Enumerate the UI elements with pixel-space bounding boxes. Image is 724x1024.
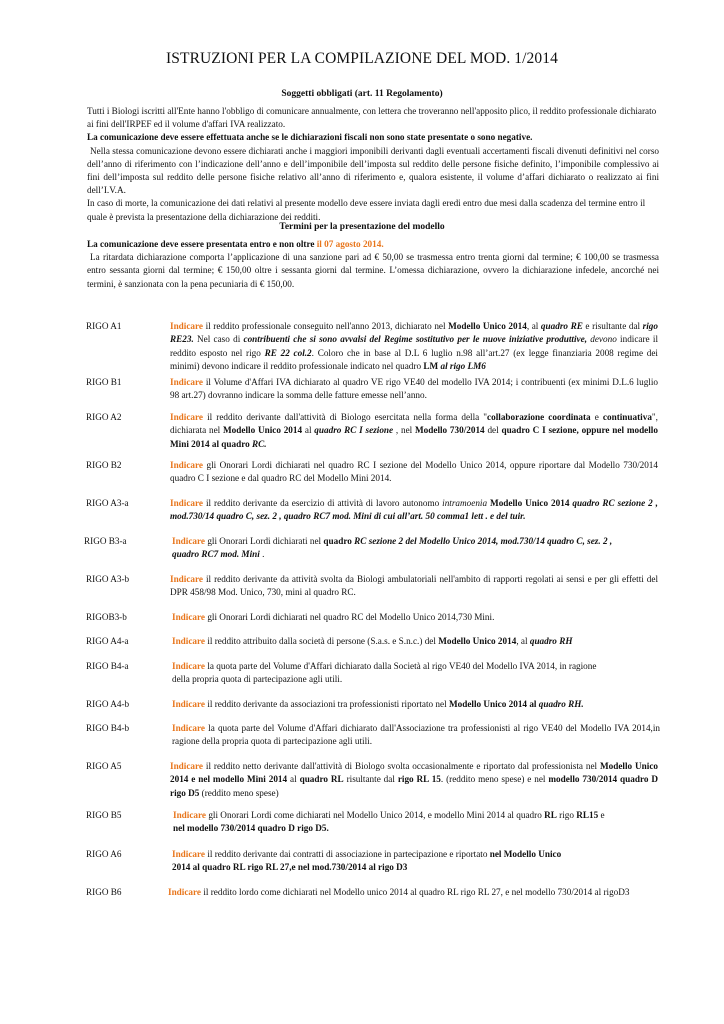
text-part: al	[287, 774, 300, 785]
row-description	[172, 698, 660, 711]
indicare-label: Indicare	[170, 574, 204, 584]
indicare-label: Indicare	[170, 498, 204, 508]
text-part: il reddito lordo come dichiarati nel Modello unico 2014 al quadro RL rigo RL 27, e nel modello 730/2014 al rigoD3	[201, 887, 630, 897]
row-code: RIGO B4-a	[86, 661, 129, 671]
text-part: quadro RC7 mod. Mini	[172, 549, 260, 560]
paragraph-morte: In caso di morte, la comunicazione dei dati relativi al presente modello deve essere inviata dagli eredi entro due mesi dalla scadenza del termine entro il quale è prevista la presentazione della dichiarazione dei redditi.	[87, 198, 646, 222]
text-part: nel Modello Unico	[489, 849, 562, 859]
text-part: quadro RL	[299, 774, 344, 785]
row-description	[172, 660, 660, 687]
indicare-label: Indicare	[172, 536, 206, 546]
text-part: il reddito derivante dall'attività di Biologo esercitata nella forma della "	[203, 412, 488, 422]
text-part: e	[598, 810, 605, 820]
indicare-label: Indicare	[172, 699, 206, 709]
text-part: RE 22 col.2	[264, 347, 312, 358]
text-part: , nel	[393, 425, 415, 436]
indicare-label: Indicare	[170, 761, 204, 771]
text-part: nel modello 730/2014 quadro D rigo D5.	[173, 823, 329, 834]
row-description	[172, 722, 660, 749]
text-part: intramoenia	[442, 498, 488, 508]
indicare-label: Indicare	[170, 460, 204, 470]
row-code: RIGO B5	[86, 810, 122, 820]
text-part: Nel caso di	[193, 334, 244, 345]
row-code: RIGO B2	[86, 460, 122, 470]
text-part: .	[259, 549, 265, 560]
text-part: quadro RH.	[538, 699, 584, 709]
row-description	[170, 497, 658, 524]
indicare-label: Indicare	[168, 887, 202, 897]
row-description	[170, 376, 658, 403]
section-heading-soggetti: Soggetti obbligati (art. 11 Regolamento)	[281, 89, 443, 99]
text-part: continuativa	[602, 412, 652, 422]
indicare-label: Indicare	[172, 849, 206, 859]
text-part: , al	[526, 321, 541, 331]
row-code: RIGO A3-a	[86, 498, 129, 508]
text-part: Modello Unico 2014 al	[448, 699, 539, 709]
text-part: gli Onorari Lordi dichiarati nel	[205, 536, 324, 546]
text-part: della propria quota di partecipazione agli utili.	[172, 674, 343, 685]
text-part: rigo RL 15	[397, 774, 441, 785]
text-part: il reddito derivante da associazioni tra professionisti riportato nel	[205, 699, 449, 709]
text-part: quadro C I sezione, oppure nel modello Mini 2014 al quadro	[170, 425, 658, 449]
row-code: RIGO A5	[86, 761, 122, 771]
text-part: gli Onorari Lordi dichiarati nel quadro RC I sezione del Modello Unico 2014, oppure riportare dal Modello 730/2014 quadro C I sezione e dal quadro RC del Modello Mini 2014.	[170, 460, 658, 484]
text-part: quadro	[323, 536, 355, 546]
section-heading-termini: Termini per la presentazione del modello	[279, 222, 445, 232]
indicare-label: Indicare	[172, 661, 206, 671]
text-part: Modello Unico 2014 e nel modello Mini 2014	[170, 761, 658, 785]
text-part: Modello Unico 2014	[438, 636, 517, 646]
text-part: Modello Unico 2014	[487, 498, 573, 508]
row-description	[172, 848, 660, 875]
text-part: il reddito netto derivante dall'attività di Biologo svolta occasionalmente e riportato dal professionista nel	[203, 761, 600, 771]
row-code: RIGO A3-b	[86, 574, 130, 584]
indicare-label: Indicare	[170, 377, 204, 387]
row-code: RIGO A4-a	[86, 636, 129, 646]
text-part: RL15	[576, 810, 599, 820]
deadline-line	[87, 238, 659, 251]
text-part: . Coloro che in base al D.L 6 luglio n.98 all’art.27 (ex legge finanziaria 2008 regime dei minimi) devono indicare il reddito professionale indicato nel quadro	[170, 347, 658, 372]
text-part: il reddito derivante da esercizio di attività di lavoro autonomo	[203, 498, 443, 508]
row-code: RIGO B1	[86, 377, 122, 387]
text-part: RC sezione 2 del Modello Unico 2014, mod.730/14 quadro C, sez. 2 ,	[354, 536, 613, 546]
text-part: 2014 al quadro RL rigo RL 27,e nel mod.730/2014 al rigo D3	[172, 862, 408, 873]
text-part: RC.	[252, 438, 267, 449]
text-part: il reddito derivante da attività svolta da Biologi ambulatoriali nell'ambito di rapporti regolati ai sensi e per gli effetti del DPR 458/98 Mod. Unico, 730, mini al quadro RC.	[170, 574, 658, 598]
row-description	[170, 320, 658, 374]
indicare-label: Indicare	[172, 636, 206, 646]
row-code: RIGO A1	[86, 321, 122, 331]
text-part: gli Onorari Lordi come dichiarati nel Modello Unico 2014, e modello Mini 2014 al quadro	[206, 810, 545, 820]
row-description	[170, 760, 658, 800]
row-description	[170, 459, 658, 486]
text-part: la quota parte del Volume d'Affari dichiarato dalla Società al rigo VE40 del Modello IVA 2014, in ragione	[205, 661, 597, 671]
text-part: quadro RC I sezione	[314, 425, 394, 436]
page-title: ISTRUZIONI PER LA COMPILAZIONE DEL MOD. 1/2014	[166, 50, 558, 67]
text-part: Modello Unico 2014	[448, 321, 527, 331]
section-termini-text	[87, 238, 659, 291]
text-part: la quota parte del Volume d'Affari dichiarato dall'Associazione tra professionisti al rigo VE40 del Modello IVA 2014,in ragione della propria quota di partecipazione agli utili.	[172, 723, 660, 747]
paragraph-sanzioni: La ritardata dichiarazione comporta l’applicazione di una sanzione pari ad € 50,00 se trasmessa entro trenta giorni dal termine; € 100,00 se trasmessa entro sessanta giorni dal termine; € 150,00 oltre i sessanta giorni dal termine. L’omessa dichiarazione, ovvero la dichiarazione infedele, ancorché nei termini, è sanzionata con la pena pecuniaria di € 150,00.	[87, 252, 659, 289]
text-part: ", dichiarata nel	[170, 412, 658, 436]
row-code: RIGO A6	[86, 849, 122, 859]
text-part: il Volume d'Affari IVA dichiarato al quadro VE rigo VE40 del modello IVA 2014; i contribuenti (ex minimi D.L.6 luglio 98 art.27) dovranno indicare la somma delle fatture emesse nell’anno.	[170, 377, 658, 401]
deadline-prefix: La comunicazione deve essere presentata entro e non oltre	[87, 239, 317, 249]
text-part: quadro RC sezione 2 , mod.730/14 quadro C, sez. 2 , quadro RC7 mod. Mini di cui all’art. 50 comma1 lett . e del tuir.	[170, 498, 658, 522]
text-part: e	[590, 412, 603, 422]
row-code: RIGO B6	[86, 887, 122, 897]
text-part: quadro RH	[529, 636, 573, 646]
text-part: RL	[544, 810, 557, 820]
row-code: RIGO A4-b	[86, 699, 130, 709]
text-part: , al	[516, 636, 530, 646]
row-code: RIGO B3-a	[84, 536, 127, 546]
text-part: modello 730/2014 quadro D rigo D5	[170, 774, 659, 798]
text-part: collaborazione coordinata	[487, 412, 591, 422]
section-soggetti-text	[87, 105, 659, 224]
indicare-label: Indicare	[173, 810, 207, 820]
text-part: (reddito meno spese)	[199, 787, 279, 798]
indicare-label: Indicare	[170, 321, 204, 331]
text-part: al	[302, 425, 315, 436]
row-code: RIGO B4-b	[86, 723, 130, 733]
intro-paragraph: Tutti i Biologi iscritti all'Ente hanno l'obbligo di comunicare annualmente, con lettera che troveranno nell'apposito plico, il reddito professionale dichiarato ai fini dell'IRPEF ed il volume d'affari IVA realizzato.	[87, 106, 657, 130]
text-part: devono	[590, 334, 617, 345]
text-part: Modello Unico 2014	[223, 425, 303, 436]
text-part: il reddito professionale conseguito nell'anno 2013, dichiarato nel	[203, 321, 449, 331]
text-part: il reddito attribuito dalla società di persone (S.a.s. e S.n.c.) del	[205, 636, 439, 646]
text-part: risultante dal	[343, 774, 398, 785]
text-part: . (reddito meno spese) e nel	[440, 774, 549, 785]
text-part: indicare il reddito esposto nel rigo	[170, 334, 658, 358]
text-part: Modello 730/2014	[415, 425, 485, 436]
text-part: gli Onorari Lordi dichiarati nel quadro RC del Modello Unico 2014,730 Mini.	[205, 612, 495, 622]
text-part: rigo RE23.	[170, 321, 658, 345]
text-part: il reddito derivante dai contratti di associazione in partecipazione e riportato	[205, 849, 490, 859]
row-description	[172, 635, 660, 648]
row-description	[170, 411, 658, 451]
text-part: e risultante dal	[582, 321, 643, 331]
indicare-label: Indicare	[172, 723, 206, 733]
row-description	[168, 886, 668, 899]
row-description	[172, 611, 660, 624]
row-code: RIGOB3-b	[86, 612, 127, 622]
row-description	[170, 573, 658, 600]
text-part: del	[484, 425, 502, 436]
text-part: LM	[423, 361, 439, 372]
text-part: quadro RE	[540, 321, 583, 331]
indicare-label: Indicare	[170, 412, 204, 422]
row-description	[173, 809, 661, 836]
row-description	[172, 535, 660, 562]
text-part: rigo	[556, 810, 577, 820]
text-part: contribuenti che si sono avvalsi del Regime sostitutivo per le nuove iniziative produttive,	[243, 334, 587, 345]
paragraph-accertamenti: Nella stessa comunicazione devono essere dichiarati anche i maggiori imponibili derivanti dagli eventuali accertamenti fiscali divenuti definitivi nel corso dell’anno di riferimento con l’indicazione dell’anno e dell’imponibile dell’imposta sul reddito delle persone fisiche definito, l’imponibile complessivo ai fini dell’imposta sul reddito delle persone fisiche relativo all’anno di riferimento e, qualora esistente, il volume d’affari dichiarato o realizzato ai fini dell’I.V.A.	[87, 145, 659, 196]
deadline-date: il 07 agosto 2014.	[316, 239, 384, 249]
text-part: al rigo LM6	[438, 361, 486, 372]
indicare-label: Indicare	[172, 612, 206, 622]
row-code: RIGO A2	[86, 412, 122, 422]
bold-note: La comunicazione deve essere effettuata anche se le dichiarazioni fiscali non sono state presentate o sono negative.	[87, 132, 533, 143]
